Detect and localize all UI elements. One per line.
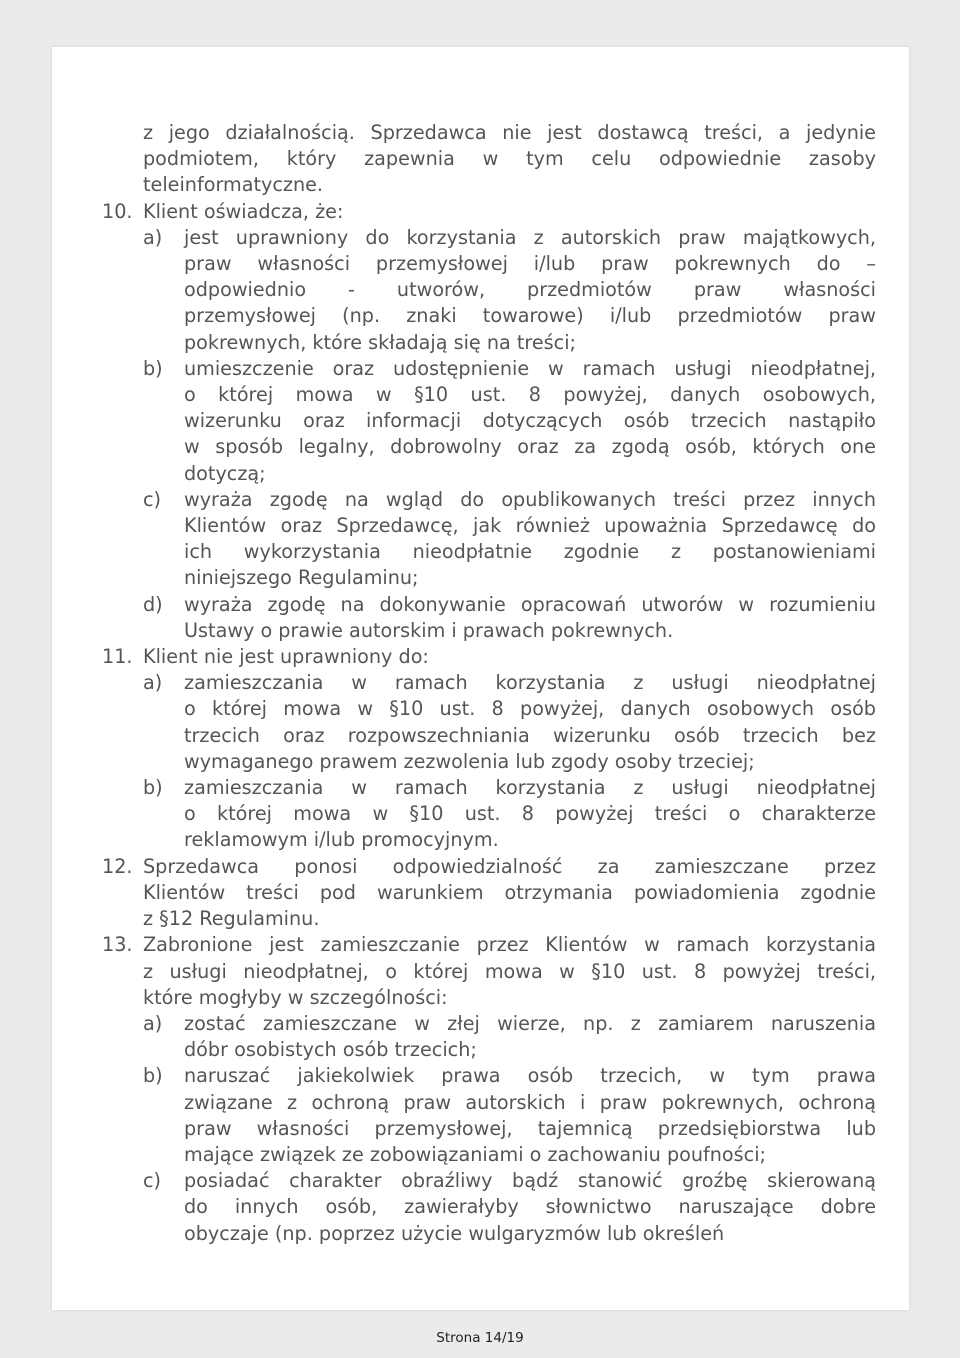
paragraph-number: 10. xyxy=(102,199,133,223)
list-item-label: c) xyxy=(143,487,162,511)
list-item xyxy=(143,670,876,775)
intro-paragraph xyxy=(143,120,876,199)
page-number: Strona 14/19 xyxy=(436,1330,524,1346)
list-item-text xyxy=(184,1168,876,1247)
list-item-label: b) xyxy=(143,356,163,380)
paragraph-number: 12. xyxy=(102,854,133,878)
text-line: z usługi nieodpłatnej, o której mowa w §10 ust. 8 powyżej treści, xyxy=(143,959,876,983)
text-line: o której mowa w §10 ust. 8 powyżej, danych osobowych, xyxy=(184,383,876,407)
text-line: naruszać jakiekolwiek prawa osób trzecich, w tym prawa xyxy=(184,1064,876,1088)
paragraph-text xyxy=(143,854,876,933)
text-line: Klientów oraz Sprzedawcę, jak również upoważnia Sprzedawcę do xyxy=(184,514,876,538)
text-line: posiadać charakter obraźliwy bądź stanowić groźbę skierowaną xyxy=(184,1169,876,1193)
text-line: ich wykorzystania nieodpłatnie zgodnie z postanowieniami xyxy=(184,540,876,564)
text-line: teleinformatyczne. xyxy=(143,173,324,197)
text-line: odpowiednio - utworów, przedmiotów praw własności xyxy=(184,278,876,302)
paragraph-12 xyxy=(102,854,876,933)
list-item-text xyxy=(184,1063,876,1168)
text-line: zamieszczania w ramach korzystania z usługi nieodpłatnej xyxy=(184,776,876,800)
text-line: niniejszego Regulaminu; xyxy=(184,566,419,590)
list-item-text xyxy=(184,1011,876,1063)
text-line: zostać zamieszczane w złej wierze, np. z zamiarem naruszenia xyxy=(184,1011,876,1035)
text-line: jest uprawniony do korzystania z autorskich praw majątkowych, xyxy=(184,225,876,249)
list-item-text xyxy=(184,356,876,487)
list-item xyxy=(143,775,876,854)
text-line: wizerunku oraz informacji dotyczących osób trzecich nastąpiło xyxy=(184,409,876,433)
text-line: dotyczą; xyxy=(184,461,266,485)
text-line: Ustawy o prawie autorskim i prawach pokrewnych. xyxy=(184,618,674,642)
text-line: umieszczenie oraz udostępnienie w ramach usługi nieodpłatnej, xyxy=(184,356,876,380)
paragraph-number: 13. xyxy=(102,933,133,957)
text-line: pokrewnych, które składają się na treści; xyxy=(184,330,576,354)
text-line: podmiotem, który zapewnia w tym celu odpowiednie zasoby xyxy=(143,147,876,171)
text-line: związane z ochroną praw autorskich i praw pokrewnych, ochroną xyxy=(184,1090,876,1114)
paragraph-11 xyxy=(102,644,876,670)
text-line: z jego działalnością. Sprzedawca nie jest dostawcą treści, a jedynie xyxy=(143,121,876,144)
text-line: Zabronione jest zamieszczanie przez Klientów w ramach korzystania xyxy=(143,933,876,957)
text-line: wyraża zgodę na wgląd do opublikowanych treści przez innych xyxy=(184,487,876,511)
paragraph-text xyxy=(143,932,876,1011)
text-line: z §12 Regulaminu. xyxy=(143,907,320,931)
text-line: w sposób legalny, dobrowolny oraz za zgodą osób, których one xyxy=(184,435,876,459)
list-item-label: d) xyxy=(143,592,163,616)
paragraph-lead: Klient oświadcza, że: xyxy=(143,199,344,223)
text-line: praw własności przemysłowej, tajemnicą przedsiębiorstwa lub xyxy=(184,1116,876,1140)
text-line: o której mowa w §10 ust. 8 powyżej treści o charakterze xyxy=(184,802,876,826)
text-line: mające związek ze zobowiązaniami o zachowaniu poufności; xyxy=(184,1142,767,1166)
paragraph-lead: Klient nie jest uprawniony do: xyxy=(143,645,429,669)
list-item-label: c) xyxy=(143,1169,162,1193)
text-line: obyczaje (np. poprzez użycie wulgaryzmów lub określeń xyxy=(184,1221,725,1245)
list-item-label: b) xyxy=(143,776,163,800)
text-line: wyraża zgodę na dokonywanie opracowań utworów w rozumieniu xyxy=(184,592,876,616)
text-line: reklamowym i/lub promocyjnym. xyxy=(184,828,499,852)
text-line: Klientów treści pod warunkiem otrzymania powiadomienia zgodnie xyxy=(143,880,876,904)
list-item-text xyxy=(184,775,876,854)
list-item-text xyxy=(184,487,876,592)
text-line: wymaganego prawem zezwolenia lub zgody osoby trzeciej; xyxy=(184,749,755,773)
text-line: dóbr osobistych osób trzecich; xyxy=(184,1038,477,1062)
text-line: Sprzedawca ponosi odpowiedzialność za zamieszczane przez xyxy=(143,854,876,878)
list-item-text xyxy=(184,225,876,356)
list-item-label: b) xyxy=(143,1064,163,1088)
text-line: które mogłyby w szczególności: xyxy=(143,985,448,1009)
list-item xyxy=(143,1168,876,1247)
document-page xyxy=(52,47,909,1310)
text-line: zamieszczania w ramach korzystania z usługi nieodpłatnej xyxy=(184,671,876,695)
list-item-label: a) xyxy=(143,671,163,695)
list-item-text xyxy=(184,670,876,775)
paragraph-10 xyxy=(102,199,876,225)
paragraph-13 xyxy=(102,932,876,1011)
text-line: o której mowa w §10 ust. 8 powyżej, danych osobowych osób xyxy=(184,697,876,721)
list-item-label: a) xyxy=(143,1011,163,1035)
paragraph-number: 11. xyxy=(102,645,133,669)
list-item-label: a) xyxy=(143,225,163,249)
list-item xyxy=(143,1063,876,1168)
list-item xyxy=(143,356,876,487)
list-item xyxy=(143,1011,876,1063)
list-item-text xyxy=(184,592,876,644)
text-line: praw własności przemysłowej i/lub praw pokrewnych do – xyxy=(184,252,876,276)
text-line: przemysłowej (np. znaki towarowe) i/lub przedmiotów praw xyxy=(184,304,876,328)
text-line: do innych osób, zawierałyby słownictwo naruszające dobre xyxy=(184,1195,876,1219)
list-item xyxy=(143,592,876,644)
list-item xyxy=(143,225,876,356)
document-body xyxy=(102,120,876,1247)
text-line: trzecich oraz rozpowszechniania wizerunku osób trzecich bez xyxy=(184,723,876,747)
list-item xyxy=(143,487,876,592)
